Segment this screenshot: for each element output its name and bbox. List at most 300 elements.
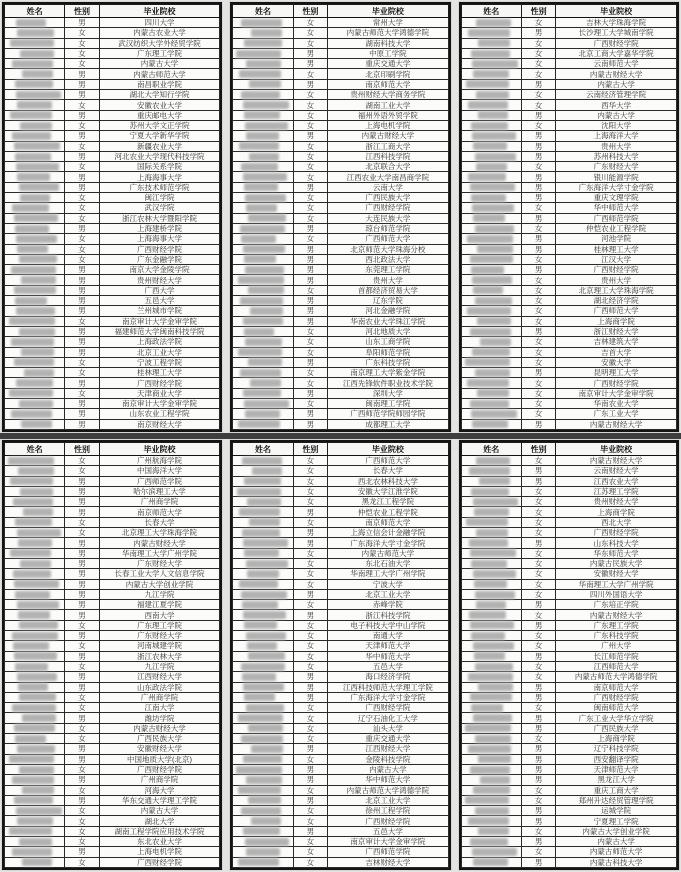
name-cell-redacted [461, 641, 521, 651]
gender-cell: 男 [293, 610, 327, 620]
redacted-name-blob [10, 111, 52, 119]
school-cell: 深圳大学 [328, 388, 449, 398]
school-cell: 沈阳大学 [556, 120, 677, 130]
school-cell: 华南理工大学广州学院 [328, 569, 449, 579]
gender-cell: 女 [65, 528, 99, 538]
school-cell: 广西师范学院 [99, 476, 220, 486]
gender-cell: 女 [293, 120, 327, 130]
table-row [233, 203, 448, 213]
table-row [233, 90, 448, 100]
school-cell: 华南理工大学广州学院 [99, 548, 220, 558]
school-cell: 北京工业大学 [99, 347, 220, 357]
name-cell-redacted [461, 610, 521, 620]
table-row [233, 569, 448, 579]
school-cell: 山东农业工程学院 [99, 409, 220, 419]
name-cell-redacted [5, 826, 65, 836]
gender-cell: 女 [293, 517, 327, 527]
header-gender: 性别 [293, 5, 327, 18]
name-cell-redacted [233, 193, 293, 203]
school-cell: 宁夏大学新华学院 [99, 131, 220, 141]
header-school: 毕业院校 [556, 443, 677, 456]
name-cell-redacted [5, 316, 65, 326]
table-row [461, 486, 676, 496]
redacted-name-blob [245, 194, 286, 202]
table-row [461, 456, 676, 466]
table-row [5, 90, 220, 100]
school-cell: 上海电机学院 [99, 847, 220, 857]
name-cell-redacted [233, 79, 293, 89]
school-cell: 安徽农业大学 [99, 100, 220, 110]
name-cell-redacted [233, 713, 293, 723]
name-cell-redacted [5, 723, 65, 733]
school-cell: 广西财经学院 [328, 203, 449, 213]
school-cell: 内蒙古财经大学 [99, 723, 220, 733]
name-cell-redacted [5, 223, 65, 233]
gender-cell: 男 [293, 744, 327, 754]
redacted-name-blob [467, 235, 513, 243]
name-cell-redacted [5, 847, 65, 857]
school-cell: 内蒙古科技大学 [556, 857, 677, 867]
gender-cell: 女 [65, 641, 99, 651]
school-cell: 广西师范学院 [328, 847, 449, 857]
school-cell: 云南大学 [328, 182, 449, 192]
redacted-name-blob [244, 621, 277, 629]
redacted-name-blob [467, 307, 511, 315]
gender-cell: 女 [293, 193, 327, 203]
redacted-name-blob [247, 570, 279, 578]
table-row [233, 182, 448, 192]
redacted-name-blob [17, 817, 53, 825]
school-cell: 广东理工学院 [556, 620, 677, 630]
gender-cell: 女 [65, 234, 99, 244]
table-row [5, 357, 220, 367]
table-row [461, 182, 676, 192]
school-cell: 华中师范大学 [328, 651, 449, 661]
school-cell: 福建师范大学闽南科技学院 [99, 326, 220, 336]
gender-cell: 男 [521, 754, 555, 764]
gender-cell: 女 [521, 734, 555, 744]
name-cell-redacted [5, 528, 65, 538]
school-cell: 内蒙古财经大学 [556, 419, 677, 429]
name-cell-redacted [233, 213, 293, 223]
table-row [233, 162, 448, 172]
school-cell: 浙江农林大学 [99, 651, 220, 661]
gender-cell: 男 [65, 285, 99, 295]
name-cell-redacted [461, 754, 521, 764]
redacted-name-blob [478, 683, 513, 691]
gender-cell: 男 [65, 131, 99, 141]
name-cell-redacted [461, 620, 521, 630]
redacted-name-blob [243, 683, 284, 691]
redacted-name-blob [241, 735, 283, 743]
redacted-name-blob [245, 410, 280, 418]
gender-cell: 男 [65, 713, 99, 723]
name-cell-redacted [461, 347, 521, 357]
name-cell-redacted [233, 326, 293, 336]
name-cell-redacted [233, 744, 293, 754]
gender-cell: 女 [65, 100, 99, 110]
table-row [5, 347, 220, 357]
school-cell: 海口经济学院 [328, 672, 449, 682]
header-row [461, 5, 676, 18]
table-row [233, 806, 448, 816]
table-row [461, 285, 676, 295]
name-cell-redacted [233, 69, 293, 79]
header-gender: 性别 [521, 443, 555, 456]
gender-cell: 女 [293, 847, 327, 857]
name-cell-redacted [5, 110, 65, 120]
redacted-name-blob [17, 601, 59, 609]
name-cell-redacted [461, 631, 521, 641]
school-cell: 河池学院 [556, 234, 677, 244]
school-cell: 内蒙古大学创业学院 [556, 826, 677, 836]
gender-cell: 男 [293, 357, 327, 367]
panel-row-bottom [2, 440, 679, 870]
redacted-name-blob [473, 70, 509, 78]
gender-cell: 男 [65, 347, 99, 357]
school-cell: 广东金融学院 [99, 254, 220, 264]
gender-cell: 男 [293, 275, 327, 285]
redacted-name-blob [472, 848, 517, 856]
name-cell-redacted [5, 713, 65, 723]
school-cell: 上海海事大学 [99, 234, 220, 244]
name-cell-redacted [5, 476, 65, 486]
school-cell: 闽南师范大学 [556, 703, 677, 713]
redacted-name-blob [475, 369, 510, 377]
gender-cell: 女 [65, 316, 99, 326]
school-cell: 东北石油大学 [328, 558, 449, 568]
redacted-name-blob [9, 317, 55, 325]
school-cell: 南京师范大学 [99, 507, 220, 517]
name-cell-redacted [5, 600, 65, 610]
redacted-name-blob [478, 39, 510, 47]
school-cell: 湖南科技大学 [328, 38, 449, 48]
table-row [233, 682, 448, 692]
redacted-name-blob [244, 255, 276, 263]
school-cell: 湖南工程学院应用技术学院 [99, 826, 220, 836]
name-cell-redacted [233, 347, 293, 357]
table-row [461, 703, 676, 713]
gender-cell: 女 [65, 38, 99, 48]
redacted-name-blob [480, 776, 510, 784]
gender-cell: 女 [521, 203, 555, 213]
gender-cell: 女 [521, 826, 555, 836]
school-cell: 内蒙古师范大学鸿德学院 [328, 28, 449, 38]
gender-cell: 男 [521, 419, 555, 429]
table-row [233, 368, 448, 378]
redacted-name-blob [471, 50, 510, 58]
table-row [5, 162, 220, 172]
redacted-name-blob [474, 652, 505, 660]
redacted-name-blob [19, 255, 57, 263]
school-cell: 南京审计大学金审学院 [99, 398, 220, 408]
gender-cell: 女 [521, 847, 555, 857]
name-cell-redacted [461, 368, 521, 378]
name-cell-redacted [5, 497, 65, 507]
gender-cell: 女 [293, 558, 327, 568]
gender-cell: 男 [65, 337, 99, 347]
school-cell: 内蒙古财经大学 [556, 69, 677, 79]
gender-cell: 女 [65, 692, 99, 702]
redacted-name-blob [16, 163, 59, 171]
redacted-name-blob [11, 266, 56, 274]
name-cell-redacted [233, 141, 293, 151]
school-cell: 五邑大学 [99, 296, 220, 306]
gender-cell: 男 [293, 528, 327, 538]
redacted-name-blob [241, 591, 287, 599]
redacted-name-blob [251, 29, 282, 37]
name-cell-redacted [233, 610, 293, 620]
header-school: 毕业院校 [328, 5, 449, 18]
school-cell: 阜阳师范学院 [328, 347, 449, 357]
table-row [5, 785, 220, 795]
table-row [5, 18, 220, 28]
gender-cell: 女 [521, 507, 555, 517]
school-cell: 北京理工大学珠海学院 [99, 528, 220, 538]
gender-cell: 男 [65, 610, 99, 620]
name-cell-redacted [233, 558, 293, 568]
name-cell-redacted [5, 203, 65, 213]
school-cell: 上海商学院 [556, 316, 677, 326]
school-cell: 南通大学 [328, 631, 449, 641]
name-cell-redacted [233, 398, 293, 408]
redacted-name-blob [473, 142, 507, 150]
name-cell-redacted [233, 641, 293, 651]
table-row [461, 661, 676, 671]
name-cell-redacted [461, 172, 521, 182]
school-cell: 广东财经大学 [99, 631, 220, 641]
redacted-name-blob [478, 111, 508, 119]
table-row [233, 316, 448, 326]
table-row [461, 357, 676, 367]
redacted-name-blob [24, 369, 54, 377]
school-cell: 南京财经大学 [99, 419, 220, 429]
name-cell-redacted [461, 528, 521, 538]
gender-cell: 女 [293, 347, 327, 357]
school-cell: 广西师范大学 [328, 456, 449, 466]
redacted-name-blob [472, 132, 516, 140]
name-cell-redacted [233, 826, 293, 836]
redacted-name-blob [243, 827, 280, 835]
table-row [461, 558, 676, 568]
table-row [461, 213, 676, 223]
redacted-name-blob [19, 766, 54, 774]
gender-cell: 男 [521, 326, 555, 336]
redacted-name-blob [19, 838, 52, 846]
school-cell: 武汉纺织大学外经贸学院 [99, 38, 220, 48]
gender-cell: 女 [293, 600, 327, 610]
gender-cell: 男 [293, 507, 327, 517]
redacted-name-blob [475, 807, 509, 815]
header-name: 姓名 [5, 443, 65, 456]
school-cell: 广西民族大学 [556, 723, 677, 733]
school-cell: 桂林理工大学 [99, 368, 220, 378]
school-cell: 广东理工学院 [99, 620, 220, 630]
school-cell: 南京审计大学金审学院 [328, 836, 449, 846]
redacted-name-blob [243, 173, 287, 181]
gender-cell: 男 [521, 234, 555, 244]
name-cell-redacted [233, 497, 293, 507]
table-row [461, 795, 676, 805]
redacted-name-blob [245, 338, 282, 346]
school-cell: 广西师范学院师园学院 [328, 409, 449, 419]
gender-cell: 男 [521, 28, 555, 38]
redacted-name-blob [476, 457, 510, 465]
gender-cell: 女 [65, 244, 99, 254]
redacted-name-blob [10, 39, 54, 47]
redacted-name-blob [243, 755, 282, 763]
name-cell-redacted [233, 409, 293, 419]
redacted-name-blob [15, 297, 47, 305]
name-cell-redacted [5, 234, 65, 244]
name-cell-redacted [461, 703, 521, 713]
school-cell: 北京工商大学嘉华学院 [556, 48, 677, 58]
redacted-name-blob [14, 286, 56, 294]
table-row [461, 517, 676, 527]
school-cell: 内蒙古财经大学 [328, 131, 449, 141]
gender-cell: 男 [293, 682, 327, 692]
school-cell: 徐州工程学院 [328, 806, 449, 816]
gender-cell: 男 [293, 79, 327, 89]
table-row [461, 265, 676, 275]
redacted-name-blob [8, 457, 54, 465]
school-cell: 潍坊学院 [99, 713, 220, 723]
school-cell: 金陵科技学院 [328, 754, 449, 764]
school-cell: 广东科技学院 [328, 357, 449, 367]
school-cell: 北京工业大学 [328, 589, 449, 599]
gender-cell: 女 [293, 28, 327, 38]
redacted-name-blob [18, 611, 50, 619]
name-cell-redacted [233, 661, 293, 671]
school-cell: 成都理工大学 [328, 419, 449, 429]
name-cell-redacted [461, 836, 521, 846]
gender-cell: 男 [65, 275, 99, 285]
gender-cell: 男 [65, 754, 99, 764]
school-cell: 安徽财经大学 [556, 569, 677, 579]
school-cell: 华南理工大学广州学院 [556, 579, 677, 589]
name-cell-redacted [5, 579, 65, 589]
redacted-name-blob [239, 580, 278, 588]
gender-cell: 女 [521, 69, 555, 79]
gender-cell: 女 [65, 661, 99, 671]
name-cell-redacted [5, 244, 65, 254]
school-cell: 辽宁科技学院 [556, 744, 677, 754]
gender-cell: 女 [293, 734, 327, 744]
table-row [461, 48, 676, 58]
redacted-name-blob [250, 379, 281, 387]
table-row [5, 337, 220, 347]
table-row [5, 713, 220, 723]
table-row [461, 713, 676, 723]
header-name: 姓名 [233, 443, 293, 456]
gender-cell: 女 [65, 120, 99, 130]
name-cell-redacted [5, 275, 65, 285]
redacted-name-blob [20, 560, 51, 568]
gender-cell: 男 [521, 857, 555, 867]
table-row [233, 558, 448, 568]
school-cell: 南京理工大学紫金学院 [328, 368, 449, 378]
table-row [233, 847, 448, 857]
redacted-name-blob [245, 122, 288, 130]
name-cell-redacted [461, 476, 521, 486]
gender-cell: 男 [65, 548, 99, 558]
gender-cell: 男 [521, 723, 555, 733]
name-cell-redacted [461, 378, 521, 388]
table-row [233, 141, 448, 151]
school-cell: 长春大学 [99, 517, 220, 527]
school-cell: 汕头大学 [328, 723, 449, 733]
name-cell-redacted [461, 213, 521, 223]
gender-cell: 女 [65, 141, 99, 151]
redacted-name-blob [12, 204, 49, 212]
name-cell-redacted [233, 620, 293, 630]
redacted-name-blob [242, 601, 278, 609]
table-row [233, 337, 448, 347]
school-cell: 中原工学院 [328, 48, 449, 58]
name-cell-redacted [233, 48, 293, 58]
redacted-name-blob [473, 858, 508, 866]
table-row [461, 682, 676, 692]
redacted-name-blob [241, 235, 276, 243]
table-row [5, 548, 220, 558]
redacted-name-blob [10, 549, 51, 557]
name-cell-redacted [233, 419, 293, 429]
table-row [5, 672, 220, 682]
school-cell: 河北地质大学 [328, 326, 449, 336]
table-row [461, 641, 676, 651]
roster-table [232, 442, 448, 868]
name-cell-redacted [461, 497, 521, 507]
name-cell-redacted [233, 296, 293, 306]
name-cell-redacted [5, 507, 65, 517]
school-cell: 山东科技大学 [556, 538, 677, 548]
redacted-name-blob [9, 755, 54, 763]
school-cell: 银川能源学院 [556, 172, 677, 182]
gender-cell: 女 [293, 141, 327, 151]
school-cell: 黑龙江大学 [556, 775, 677, 785]
school-cell: 吉林财经大学 [328, 857, 449, 867]
table-row [233, 785, 448, 795]
table-row [5, 38, 220, 48]
school-cell: 广东科技学院 [556, 631, 677, 641]
redacted-name-blob [243, 539, 288, 547]
school-cell: 南京审计大学金审学院 [99, 316, 220, 326]
dark-row-divider [0, 433, 681, 439]
name-cell-redacted [5, 558, 65, 568]
redacted-name-blob [238, 348, 282, 356]
table-row [233, 692, 448, 702]
header-name: 姓名 [5, 5, 65, 18]
gender-cell: 男 [293, 589, 327, 599]
table-row [461, 785, 676, 795]
name-cell-redacted [461, 398, 521, 408]
redacted-name-blob [470, 549, 516, 557]
school-cell: 江西科技学院 [328, 151, 449, 161]
table-row [5, 816, 220, 826]
redacted-name-blob [473, 498, 518, 506]
gender-cell: 女 [293, 337, 327, 347]
table-row [5, 517, 220, 527]
table-row [5, 79, 220, 89]
table-row [461, 38, 676, 48]
redacted-name-blob [15, 153, 51, 161]
gender-cell: 男 [65, 296, 99, 306]
school-cell: 广西师范大学 [556, 306, 677, 316]
redacted-name-blob [471, 194, 506, 202]
school-cell: 辽宁石油化工大学 [328, 713, 449, 723]
redacted-name-blob [471, 560, 507, 568]
redacted-name-blob [21, 420, 52, 428]
